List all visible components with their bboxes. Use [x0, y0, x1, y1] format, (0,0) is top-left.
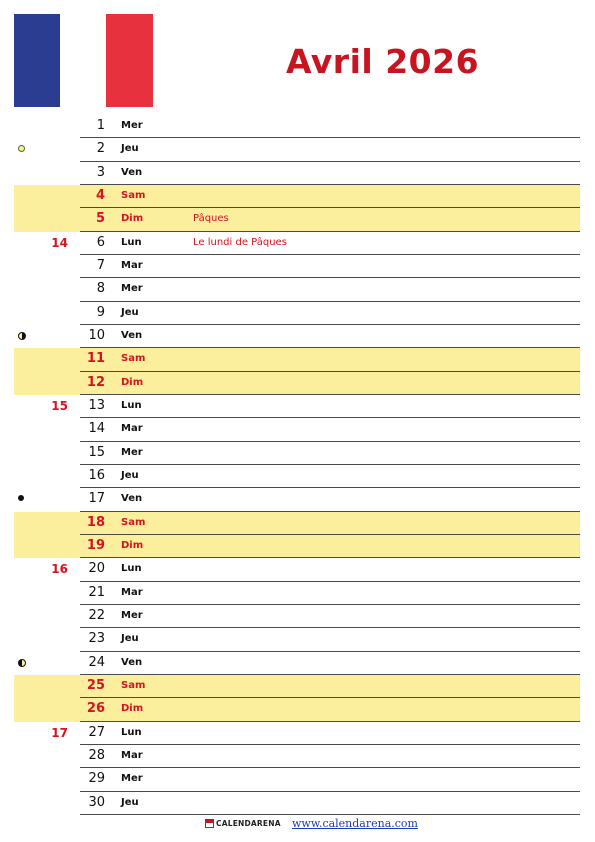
day-number: 29	[88, 771, 105, 787]
day-row	[0, 745, 595, 768]
day-number: 25	[86, 677, 105, 693]
day-number: 10	[88, 327, 105, 343]
day-name: Dim	[121, 703, 144, 715]
page-title: Avril 2026	[285, 42, 480, 81]
day-name: Lun	[121, 563, 142, 575]
day-name: Dim	[121, 539, 144, 551]
day-row	[0, 302, 595, 325]
footer	[0, 816, 595, 832]
day-number: 11	[86, 351, 105, 367]
website-link[interactable]: www.calendarena.com	[292, 817, 418, 830]
day-row	[0, 138, 595, 161]
day-name: Mar	[121, 749, 143, 761]
day-number: 6	[96, 234, 105, 250]
day-number: 23	[88, 631, 105, 647]
moon-phase-icon	[18, 332, 26, 340]
day-number: 4	[95, 187, 105, 203]
day-row	[0, 722, 595, 745]
day-row	[0, 652, 595, 675]
day-row	[0, 792, 595, 815]
day-name: Jeu	[121, 143, 139, 155]
week-number: 14	[51, 235, 68, 250]
holiday-label: Le lundi de Pâques	[193, 236, 287, 248]
day-row	[0, 115, 595, 138]
day-number: 27	[88, 724, 105, 740]
day-name: Mer	[121, 773, 143, 785]
day-name: Mar	[121, 259, 143, 271]
week-number: 17	[51, 725, 68, 740]
flag-blue-stripe	[14, 14, 60, 107]
day-number: 26	[86, 701, 105, 717]
day-row	[0, 348, 595, 371]
day-name: Mar	[121, 423, 143, 435]
flag-red-stripe	[106, 14, 153, 107]
day-name: Mer	[121, 283, 143, 295]
day-row	[0, 698, 595, 721]
day-name: Sam	[121, 189, 146, 201]
day-number: 16	[88, 467, 105, 483]
day-row	[0, 628, 595, 651]
day-number: 21	[88, 584, 105, 600]
moon-phase-icon	[18, 145, 25, 152]
day-name: Jeu	[121, 633, 139, 645]
day-row	[0, 442, 595, 465]
day-name: Dim	[121, 376, 144, 388]
day-number: 28	[88, 747, 105, 763]
brand-name: CALENDARENA	[216, 819, 281, 828]
day-name: Ven	[121, 166, 143, 178]
row-divider	[80, 814, 580, 815]
day-row	[0, 162, 595, 185]
day-name: Mer	[121, 446, 143, 458]
day-number: 22	[88, 607, 105, 623]
day-row	[0, 255, 595, 278]
day-number: 13	[88, 397, 105, 413]
moon-phase-icon	[18, 659, 26, 667]
day-number: 30	[88, 794, 105, 810]
moon-phase-icon	[18, 495, 24, 501]
day-number: 2	[96, 141, 105, 157]
day-name: Jeu	[121, 796, 139, 808]
day-name: Sam	[121, 353, 146, 365]
day-name: Dim	[121, 213, 144, 225]
day-number: 15	[88, 444, 105, 460]
day-number: 12	[86, 374, 105, 390]
day-name: Lun	[121, 236, 142, 248]
day-name: Ven	[121, 329, 143, 341]
day-number: 19	[86, 537, 105, 553]
day-name: Mer	[121, 120, 143, 131]
day-number: 14	[88, 421, 105, 437]
day-row	[0, 278, 595, 301]
day-name: Lun	[121, 399, 142, 411]
day-list	[0, 115, 595, 815]
day-number: 17	[88, 491, 105, 507]
day-name: Sam	[121, 679, 146, 691]
day-row	[0, 185, 595, 208]
day-number: 5	[95, 211, 105, 227]
day-number: 18	[86, 514, 105, 530]
day-name: Mer	[121, 609, 143, 621]
day-name: Sam	[121, 516, 146, 528]
week-number: 15	[51, 398, 68, 413]
day-number: 1	[96, 118, 105, 133]
day-row	[0, 675, 595, 698]
day-row	[0, 558, 595, 581]
day-name: Jeu	[121, 306, 139, 318]
day-number: 3	[96, 164, 105, 180]
day-row	[0, 535, 595, 558]
day-number: 9	[96, 304, 105, 320]
week-number: 16	[51, 562, 68, 577]
day-name: Jeu	[121, 469, 139, 481]
day-row	[0, 208, 595, 231]
day-number: 20	[88, 561, 105, 577]
day-row	[0, 418, 595, 441]
day-row	[0, 605, 595, 628]
day-row	[0, 582, 595, 605]
day-row	[0, 512, 595, 535]
day-row	[0, 768, 595, 791]
day-name: Ven	[121, 656, 143, 668]
day-row	[0, 395, 595, 418]
day-number: 8	[96, 281, 105, 297]
day-row	[0, 232, 595, 255]
day-number: 24	[88, 654, 105, 670]
day-row	[0, 325, 595, 348]
day-row	[0, 372, 595, 395]
day-name: Ven	[121, 493, 143, 505]
day-row	[0, 465, 595, 488]
day-name: Lun	[121, 726, 142, 738]
day-name: Mar	[121, 586, 143, 598]
day-number: 7	[96, 257, 105, 273]
day-row	[0, 488, 595, 511]
calendar-icon	[205, 819, 214, 828]
holiday-label: Pâques	[193, 213, 229, 225]
